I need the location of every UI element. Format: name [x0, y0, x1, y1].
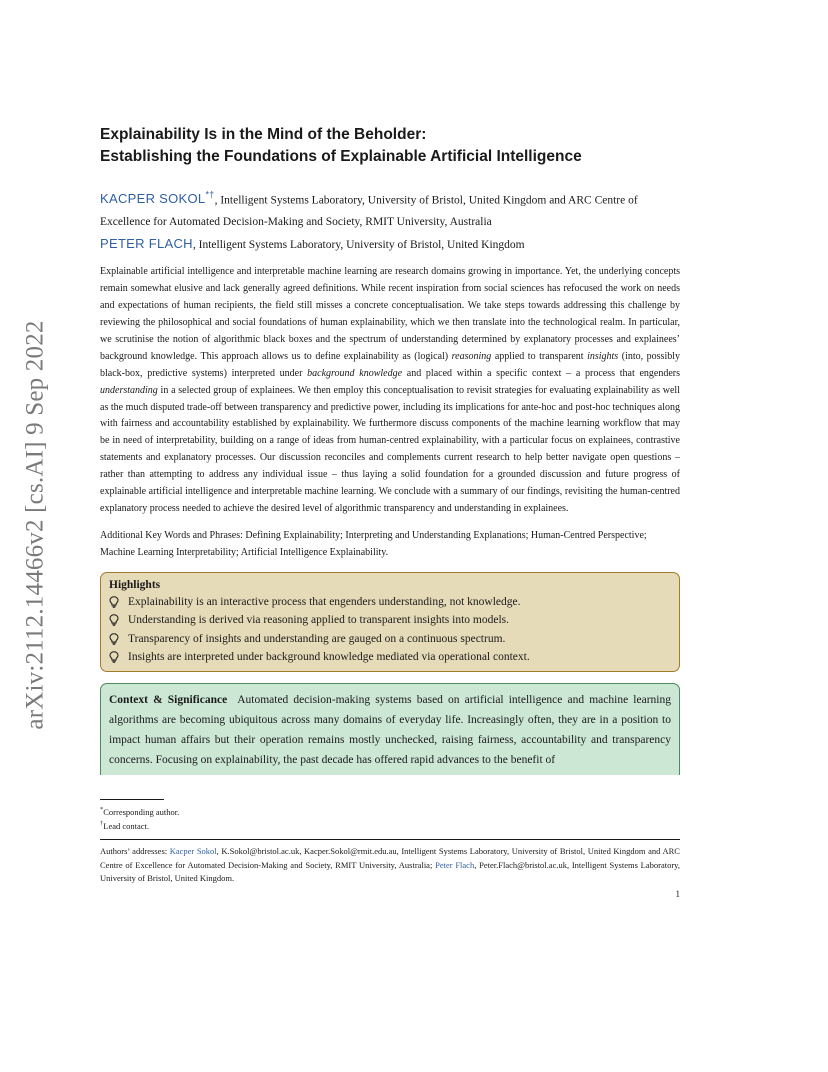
- author-marks: *†: [205, 190, 215, 200]
- context-text: Automated decision-making systems based on artificial intelligence and machine learning algorithms are becoming ubiquitous across many domains of everyday life. Increasingly often, they are in a position to impact human affairs but their operation remains mostly unchecked, raising fairness, accountability and transparency concerns. Focusing on explainability, the past decade has offered rapid advances to the benefit of: [109, 693, 671, 766]
- author-entry: [100, 233, 680, 256]
- author-link-sokol[interactable]: Kacper Sokol: [169, 846, 217, 857]
- context-significance-box: [100, 683, 680, 775]
- lightbulb-icon: [109, 633, 119, 645]
- author-entry: [100, 184, 680, 233]
- highlight-item: [109, 630, 671, 649]
- lightbulb-icon: [109, 614, 119, 626]
- highlight-text: Insights are interpreted under background knowledge mediated via operational context.: [128, 651, 530, 664]
- highlight-item: [109, 593, 671, 612]
- author-affiliation: , Intelligent Systems Laboratory, University of Bristol, United Kingdom and ARC Centre of Excellence for Automated Decision-Making and Society, RMIT University, Australia: [100, 194, 638, 229]
- footnote-divider: [100, 799, 164, 800]
- author-list: [100, 184, 680, 256]
- lightbulb-icon: [109, 596, 119, 608]
- paper-title: [100, 124, 680, 168]
- highlight-item: [109, 611, 671, 630]
- title-line-1: Explainability Is in the Mind of the Beholder:: [100, 126, 427, 143]
- arxiv-identifier: arXiv:2112.14466v2 [cs.AI] 9 Sep 2022: [22, 320, 50, 730]
- author-link-flach[interactable]: Peter Flach: [435, 859, 475, 870]
- authors-addresses: Authors’ addresses: Kacper Sokol, K.Sokol@bristol.ac.uk, Kacper.Sokol@rmit.edu.au, Intelligent Systems Laboratory, University of Bristol, United Kingdom and ARC Centre of Excellence for Automated Decision-Making and Society, RMIT University, Australia; Peter Flach, Peter.Flach@bristol.ac.uk, Intelligent Systems Laboratory, University of Bristol, United Kingdom.: [100, 846, 680, 884]
- context-heading: Context & Significance: [109, 693, 228, 706]
- footnotes: [100, 804, 680, 832]
- paper-first-page: [100, 124, 680, 899]
- highlights-box: [100, 572, 680, 672]
- footnote-lead: †Lead contact.: [100, 819, 150, 831]
- abstract: Explainable artificial intelligence and interpretable machine learning are research domains growing in importance. Yet, the underlying concepts remain somewhat elusive and lack generally agreed definitions. While recent inspiration from social sciences has refocused the work on needs and expectations of human recipients, the field still misses a concrete conceptualisation. We take steps towards addressing this challenge by reviewing the philosophical and social foundations of human explainability, which we then translate into the technological realm. In particular, we scrutinise the notion of algorithmic black boxes and the spectrum of understanding determined by explanatory processes and explainees’ background knowledge. This approach allows us to define explainability as (logical) reasoning applied to transparent insights (into, possibly black-box, predictive systems) interpreted under background knowledge and placed within a specific context – a process that engenders understanding in a selected group of explainees. We then employ this conceptualisation to revisit strategies for evaluating explainability as well as the much disputed trade-off between transparency and predictive power, including its implications for ante-hoc and post-hoc techniques along with fairness and accountability established by explainability. We furthermore discuss components of the machine learning workflow that may be in need of interpretability, building on a range of ideas from human-centred explainability, with a particular focus on explainees, contrastive statements and explanatory processes. Our discussion reconciles and complements current research to help better navigate open questions – rather than attempting to address any individual issue – thus laying a solid foundation for a grounded discussion and future progress of explainable artificial intelligence and interpretable machine learning. We conclude with a summary of our findings, revisiting the human-centred explanatory process needed to achieve the desired level of algorithmic transparency and understanding in explainees.: [100, 266, 680, 515]
- author-name-link[interactable]: KACPER SOKOL*†: [100, 190, 215, 207]
- highlight-item: [109, 648, 671, 667]
- highlights-list: [109, 593, 671, 667]
- highlight-text: Understanding is derived via reasoning applied to transparent insights into models.: [128, 614, 510, 627]
- arxiv-stamp: [14, 300, 58, 750]
- lightbulb-icon: [109, 651, 119, 663]
- page-number: 1: [675, 888, 680, 899]
- author-name-link[interactable]: PETER FLACH: [100, 236, 193, 252]
- author-affiliation: , Intelligent Systems Laboratory, University of Bristol, United Kingdom: [192, 239, 525, 252]
- title-line-2: Establishing the Foundations of Explainable Artificial Intelligence: [100, 148, 582, 165]
- keywords: Additional Key Words and Phrases: Defining Explainability; Interpreting and Understanding Explanations; Human-Centred Perspective; Machine Learning Interpretability; Artificial Intelligence Explainability.: [100, 529, 647, 558]
- footnote-corresponding: *Corresponding author.: [100, 805, 180, 817]
- highlight-text: Transparency of insights and understanding are gauged on a continuous spectrum.: [128, 632, 506, 645]
- address-divider: [100, 839, 680, 840]
- highlights-heading: Highlights: [109, 578, 161, 591]
- highlight-text: Explainability is an interactive process that engenders understanding, not knowledge.: [128, 595, 521, 608]
